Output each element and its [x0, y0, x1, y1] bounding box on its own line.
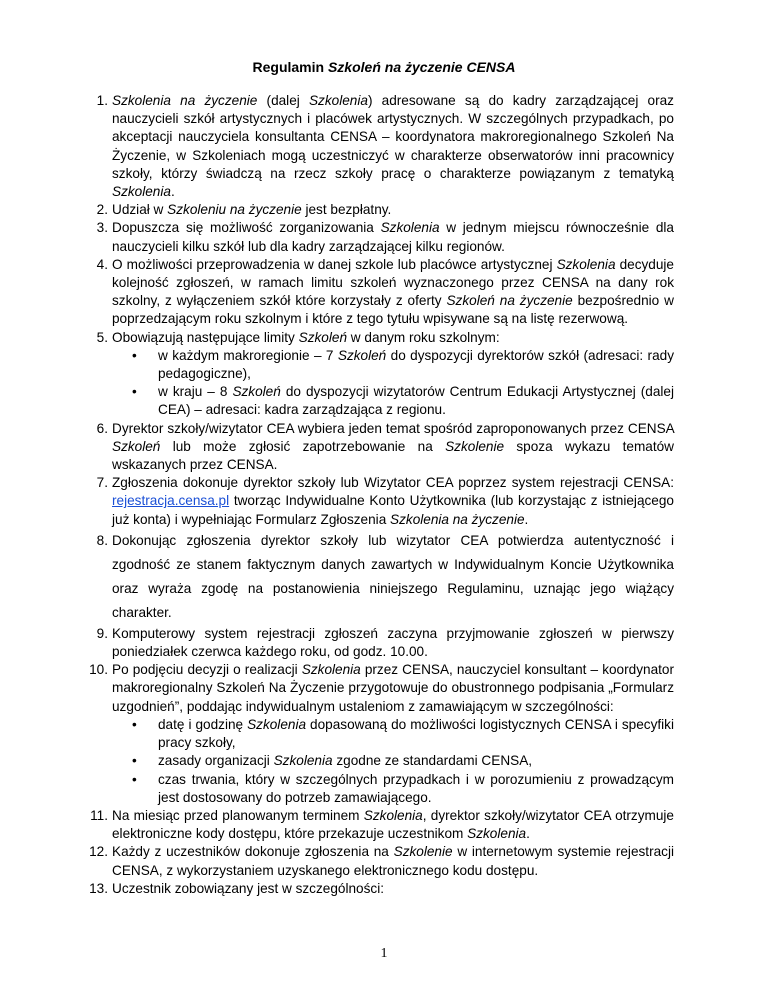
rule-text: Udział w Szkoleniu na życzenie jest bezpłatny.	[112, 202, 392, 218]
rule-item	[96, 92, 674, 201]
rule-number: 10.	[89, 662, 108, 678]
rule-text: Każdy z uczestników dokonuje zgłoszenia na Szkolenie w internetowym systemie rejestracji CENSA, z wykorzystaniem uzyskanego elektronicznego kodu dostępu.	[112, 844, 675, 878]
rule-item	[89, 661, 674, 807]
rule-text: Szkolenia na życzenie (dalej Szkolenia) adresowane są do kadry zarządzającej oraz nauczycieli szkół artystycznych i placówek artystycznych. W szczególnych przypadkach, po akceptacji nauczyciela konsultanta CENSA – koordynatora makroregionalnego Szkoleń Na Życzenie, w Szkoleniach mogą uczestniczyć w charakterze obserwatorów inni pracownicy szkoły, którzy świadczą na rzecz szkoły pracę o charakterze powiązanym z tematyką Szkolenia.	[112, 93, 674, 200]
rule-text: Po podjęciu decyzji o realizacji Szkolenia przez CENSA, nauczyciel konsultant – koordynator makroregionalny Szkoleń Na Życzenie przygotowuje do obustronnego podpisania „Formularz uzgodnień”, poddając indywidualnym ustaleniom z zamawiającym w szczególności:	[112, 662, 674, 714]
rule-number: 7.	[96, 475, 108, 491]
bullet-list	[112, 716, 674, 807]
rule-item	[96, 219, 674, 255]
rule-text: Komputerowy system rejestracji zgłoszeń zaczyna przyjmowanie zgłoszeń w pierwszy poniedziałek czerwca każdego roku, od godz. 10.00.	[112, 625, 674, 660]
bullet-text: w kraju – 8 Szkoleń do dyspozycji wizytatorów Centrum Edukacji Artystycznej (dalej CEA) – adresaci: kadra zarządzająca z regionu.	[158, 384, 674, 418]
rule-item	[96, 625, 674, 661]
bullet-item	[112, 752, 674, 770]
rule-item	[96, 529, 674, 625]
rule-number: 3.	[96, 220, 108, 236]
rule-text: Uczestnik zobowiązany jest w szczególności:	[112, 880, 384, 896]
bullet-icon: •	[132, 771, 137, 787]
bullet-icon: •	[132, 384, 137, 400]
rule-item	[96, 256, 674, 329]
rule-item	[96, 420, 674, 475]
registration-link[interactable]: rejestracja.censa.pl	[112, 493, 230, 509]
rule-number: 12.	[89, 844, 108, 860]
rule-text: O możliwości przeprowadzenia w danej szkole lub placówce artystycznej Szkolenia decyduje kolejność zgłoszeń, w ramach limitu szkoleń wyznaczonego przez CENSA na dany rok szkolny, z wyłączeniem szkół które korzystały z oferty Szkoleń na życzenie bezpośrednio w poprzedzającym roku szkolnym i które z tego tytułu wpisywane są na listę rezerwową.	[112, 256, 674, 327]
rule-text: Zgłoszenia dokonuje dyrektor szkoły lub Wizytator CEA poprzez system rejestracji CENSA: rejestracja.censa.pl tworząc Indywidualne Konto Użytkownika (lub korzystając z istniejącego już konta) i wypełniając Formularz Zgłoszenia Szkolenia na życzenie.	[112, 475, 674, 527]
bullet-item	[112, 383, 674, 419]
rule-text: Obowiązują następujące limity Szkoleń w danym roku szkolnym:	[112, 329, 500, 345]
rule-number: 2.	[96, 202, 108, 218]
rule-item	[89, 843, 675, 879]
rule-number: 11.	[90, 807, 108, 823]
bullet-icon: •	[132, 753, 137, 769]
page-number: 1	[380, 946, 388, 961]
rule-item	[96, 474, 674, 529]
rule-item	[90, 807, 674, 843]
rule-item	[89, 880, 674, 898]
rule-number: 8.	[96, 532, 108, 548]
rule-item	[96, 201, 674, 219]
bullet-text: zasady organizacji Szkolenia zgodne ze standardami CENSA,	[158, 753, 533, 769]
bullet-icon: •	[132, 347, 137, 363]
rule-number: 5.	[96, 329, 108, 345]
rule-number: 4.	[96, 256, 108, 272]
rule-number: 13.	[89, 880, 108, 896]
bullet-text: w każdym makroregionie – 7 Szkoleń do dyspozycji dyrektorów szkół (adresaci: rady pedagogiczne),	[158, 347, 675, 382]
rules-list	[89, 92, 675, 898]
rule-text: Na miesiąc przed planowanym terminem Szkolenia, dyrektor szkoły/wizytator CEA otrzymuje elektroniczne kody dostępu, które przekazuje uczestnikom Szkolenia.	[112, 807, 674, 842]
bullet-text: czas trwania, który w szczególnych przypadkach i w porozumieniu z prowadzącym jest dostosowany do potrzeb zamawiającego.	[158, 771, 674, 805]
rule-text: Dyrektor szkoły/wizytator CEA wybiera jeden temat spośród zaproponowanych przez CENSA Szkoleń lub może zgłosić zapotrzebowanie na Szkolenie spoza wykazu tematów wskazanych przez CENSA.	[112, 420, 674, 473]
bullet-icon: •	[132, 716, 137, 732]
bullet-item	[112, 716, 674, 752]
rule-number: 1.	[96, 93, 108, 108]
rule-text: Dopuszcza się możliwość zorganizowania Szkolenia w jednym miejscu równocześnie dla nauczycieli kilku szkół lub dla kadry zarządzającej kilku regionów.	[112, 220, 674, 254]
rule-number: 6.	[96, 420, 108, 436]
bullet-item	[112, 771, 674, 807]
rule-number: 9.	[96, 625, 108, 641]
bullet-item	[112, 347, 674, 383]
bullet-text: datę i godzinę Szkolenia dopasowaną do możliwości logistycznych CENSA i specyfiki pracy szkoły,	[158, 716, 674, 751]
document-title: Regulamin Szkoleń na życzenie CENSA	[252, 59, 516, 75]
bullet-list	[112, 347, 674, 420]
rule-item	[96, 329, 675, 420]
rule-text: Dokonując zgłoszenia dyrektor szkoły lub wizytator CEA potwierdza autentyczność i zgodność ze stanem faktycznym danych zawartych w Indywidualnym Koncie Użytkownika oraz wyraża zgodę na postanowienia niniejszego Regulaminu, uznając jego wiążący charakter.	[112, 532, 674, 620]
